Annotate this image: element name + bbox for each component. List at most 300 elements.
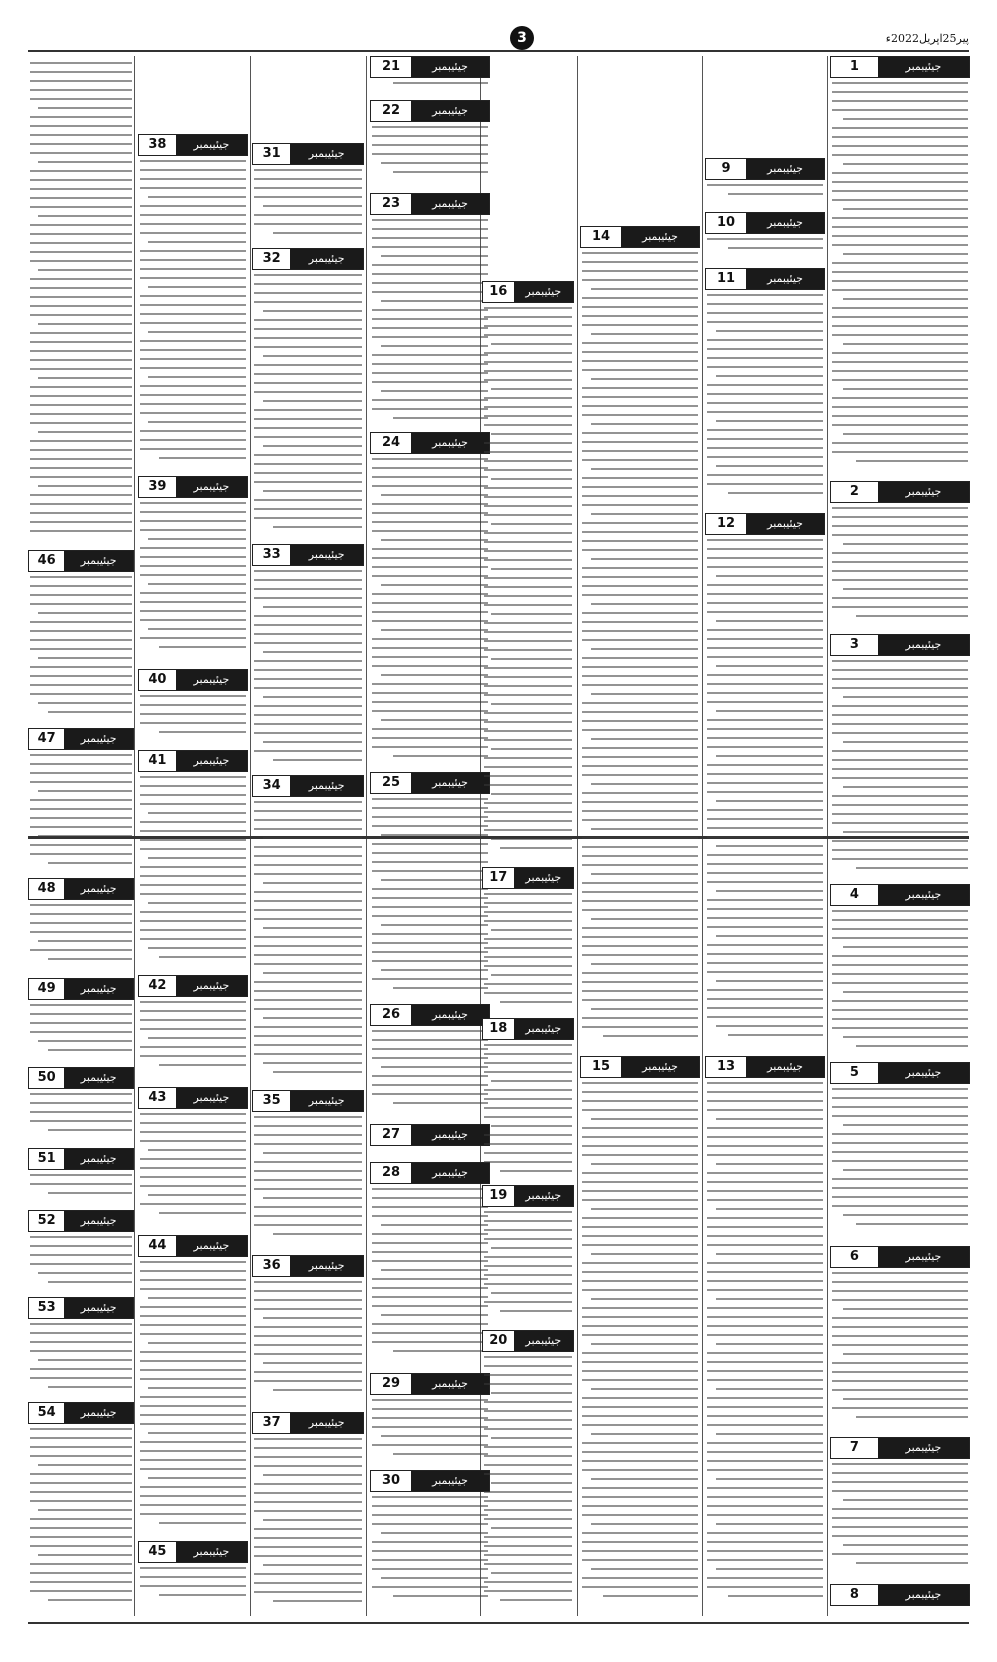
text-line	[254, 615, 362, 617]
text-line	[582, 702, 698, 704]
item-number: 51	[29, 1149, 64, 1169]
text-line	[254, 579, 362, 581]
text-line	[254, 660, 362, 662]
text-line	[393, 171, 488, 173]
text-line	[140, 160, 246, 162]
text-line	[263, 1017, 362, 1019]
text-line	[30, 260, 132, 262]
text-line	[254, 1143, 362, 1145]
text-line	[843, 343, 968, 345]
text-line	[254, 873, 362, 875]
text-line	[140, 920, 246, 922]
text-line	[716, 1163, 823, 1165]
text-line	[832, 91, 968, 93]
text-line	[832, 928, 968, 930]
text-line	[832, 1115, 968, 1117]
text-line	[254, 963, 362, 965]
text-line	[484, 739, 572, 741]
text-line	[254, 508, 362, 510]
text-line	[30, 1350, 132, 1352]
text-line	[30, 1120, 132, 1122]
item-label: جیئیبمبر	[176, 976, 247, 996]
text-line	[273, 232, 362, 234]
text-line	[140, 349, 246, 351]
item-number: 10	[706, 213, 746, 233]
text-line	[707, 1505, 823, 1507]
item-label: جیئیبمبر	[878, 57, 969, 77]
text-line	[254, 642, 362, 644]
text-line	[372, 1057, 488, 1059]
item-label: جیئیبمبر	[290, 1413, 363, 1433]
text-line	[484, 460, 572, 462]
text-line	[48, 1192, 132, 1194]
text-line	[591, 1478, 698, 1480]
item-number: 2	[831, 482, 878, 502]
text-line	[372, 870, 488, 872]
text-line	[500, 1170, 572, 1172]
text-line	[832, 669, 968, 671]
text-line	[582, 1026, 698, 1028]
text-line	[254, 178, 362, 180]
text-line	[38, 323, 132, 325]
text-line	[381, 345, 488, 347]
text-line	[832, 1018, 968, 1020]
text-line	[372, 710, 488, 712]
text-line	[707, 827, 823, 829]
text-line	[372, 1323, 488, 1325]
text-line	[372, 638, 488, 640]
text-line	[707, 629, 823, 631]
text-line	[30, 1004, 132, 1006]
text-line	[832, 910, 968, 912]
text-line	[30, 1581, 132, 1583]
header-date: پیر25اپریل2022ء	[885, 32, 969, 45]
text-line	[48, 1281, 132, 1283]
text-line	[582, 495, 698, 497]
text-line	[832, 1553, 968, 1555]
text-line	[843, 946, 968, 948]
text-line	[843, 1499, 968, 1501]
text-line	[707, 1307, 823, 1309]
text-line	[484, 1211, 572, 1213]
text-line	[140, 1203, 246, 1205]
item-body-text	[370, 1150, 490, 1156]
text-line	[707, 1217, 823, 1219]
text-line	[148, 628, 246, 630]
text-line	[591, 918, 698, 920]
text-line	[832, 1371, 968, 1373]
text-line	[591, 648, 698, 650]
text-line	[372, 1426, 488, 1428]
text-line	[254, 1501, 362, 1503]
news-item	[28, 878, 134, 972]
text-line	[484, 1301, 572, 1303]
text-line	[30, 594, 132, 596]
item-body-text	[482, 893, 574, 1012]
text-line	[393, 82, 488, 84]
text-line	[140, 322, 246, 324]
text-line	[48, 711, 132, 713]
text-line	[484, 1283, 572, 1285]
text-line	[30, 630, 132, 632]
text-line	[484, 902, 572, 904]
text-line	[372, 746, 488, 748]
text-line	[140, 565, 246, 567]
text-line	[254, 846, 362, 848]
text-line	[140, 1140, 246, 1142]
text-line	[30, 1527, 132, 1529]
text-line	[832, 1160, 968, 1162]
text-line	[263, 927, 362, 929]
text-line	[372, 656, 488, 658]
text-line	[707, 674, 823, 676]
text-line	[48, 1386, 132, 1388]
text-line	[707, 557, 823, 559]
text-line	[30, 440, 132, 442]
text-line	[582, 630, 698, 632]
text-line	[484, 559, 572, 561]
item-label: جیئیبمبر	[64, 551, 133, 571]
text-line	[254, 1008, 362, 1010]
text-line	[728, 1034, 823, 1036]
text-line	[491, 1482, 572, 1484]
text-line	[254, 1573, 362, 1575]
text-line	[254, 1290, 362, 1292]
text-line	[273, 759, 362, 761]
text-line	[716, 980, 823, 982]
text-line	[372, 228, 488, 230]
item-number: 21	[371, 57, 411, 77]
text-line	[843, 741, 968, 743]
text-line	[140, 448, 246, 450]
text-line	[500, 1310, 572, 1312]
text-line	[591, 1568, 698, 1570]
item-heading	[138, 1541, 248, 1563]
item-body-text	[370, 82, 490, 94]
text-line	[254, 714, 362, 716]
text-line	[582, 531, 698, 533]
text-line	[30, 98, 132, 100]
text-line	[843, 991, 968, 993]
item-heading	[830, 56, 970, 78]
text-line	[372, 942, 488, 944]
text-line	[254, 1224, 362, 1226]
text-line	[484, 334, 572, 336]
text-line	[716, 1118, 823, 1120]
text-line	[484, 983, 572, 985]
news-item	[252, 544, 364, 769]
text-line	[843, 588, 968, 590]
text-line	[707, 1370, 823, 1372]
text-line	[582, 342, 698, 344]
text-line	[582, 1199, 698, 1201]
text-line	[707, 294, 823, 296]
text-line	[832, 840, 968, 842]
news-item	[370, 1162, 490, 1367]
text-line	[603, 1595, 698, 1597]
text-line	[582, 1316, 698, 1318]
text-line	[30, 386, 132, 388]
text-line	[832, 570, 968, 572]
text-line	[140, 187, 246, 189]
text-line	[591, 693, 698, 695]
text-line	[591, 828, 698, 830]
text-line	[856, 460, 968, 462]
text-line	[254, 855, 362, 857]
text-line	[263, 400, 362, 402]
text-line	[484, 811, 572, 813]
text-line	[372, 1215, 488, 1217]
text-line	[148, 376, 246, 378]
text-line	[30, 422, 132, 424]
text-line	[707, 926, 823, 928]
text-line	[140, 1306, 246, 1308]
text-line	[372, 1084, 488, 1086]
text-line	[832, 280, 968, 282]
text-line	[372, 458, 488, 460]
text-line	[30, 512, 132, 514]
text-line	[30, 80, 132, 82]
item-number: 15	[581, 1057, 621, 1077]
text-line	[832, 534, 968, 536]
text-line	[38, 657, 132, 659]
item-label: جیئیبمبر	[514, 868, 573, 888]
text-line	[707, 1586, 823, 1588]
text-line	[582, 675, 698, 677]
text-line	[484, 1554, 572, 1556]
text-line	[707, 1532, 823, 1534]
text-line	[832, 1463, 968, 1465]
item-heading	[252, 143, 364, 165]
item-label: جیئیبمبر	[64, 879, 133, 899]
news-item	[252, 1412, 364, 1610]
text-line	[707, 953, 823, 955]
text-line	[484, 965, 572, 967]
text-line	[582, 432, 698, 434]
text-line	[582, 819, 698, 821]
text-line	[393, 1350, 488, 1352]
text-line	[30, 341, 132, 343]
text-line	[140, 520, 246, 522]
item-heading	[370, 1373, 490, 1395]
text-line	[263, 1317, 362, 1319]
text-line	[372, 381, 488, 383]
text-line	[263, 1519, 362, 1521]
text-line	[372, 1417, 488, 1419]
text-line	[582, 1181, 698, 1183]
item-heading	[482, 867, 574, 889]
text-line	[372, 1505, 488, 1507]
item-label: جیئیبمبر	[411, 101, 489, 121]
text-line	[140, 1333, 246, 1335]
text-line	[832, 379, 968, 381]
text-line	[30, 89, 132, 91]
text-line	[263, 1062, 362, 1064]
text-line	[140, 929, 246, 931]
text-line	[159, 646, 246, 648]
text-line	[140, 1176, 246, 1178]
text-line	[832, 172, 968, 174]
text-line	[832, 507, 968, 509]
item-number: 3	[831, 635, 878, 655]
text-line	[591, 1298, 698, 1300]
text-line	[372, 692, 488, 694]
text-line	[832, 919, 968, 921]
text-line	[263, 355, 362, 357]
text-line	[843, 163, 968, 165]
item-number: 49	[29, 979, 64, 999]
text-line	[707, 1334, 823, 1336]
text-line	[707, 483, 823, 485]
text-line	[582, 1100, 698, 1102]
item-label: جیئیبمبر	[290, 144, 363, 164]
text-line	[140, 547, 246, 549]
text-line	[30, 332, 132, 334]
text-line	[254, 517, 362, 519]
text-line	[491, 613, 572, 615]
text-line	[30, 350, 132, 352]
text-line	[832, 397, 968, 399]
text-line	[707, 1082, 823, 1084]
text-line	[707, 1172, 823, 1174]
text-line	[484, 1053, 572, 1055]
text-line	[832, 199, 968, 201]
text-line	[707, 402, 823, 404]
text-line	[30, 844, 132, 846]
text-line	[372, 843, 488, 845]
text-line	[707, 1136, 823, 1138]
news-item	[830, 1246, 970, 1431]
text-line	[140, 695, 246, 697]
text-line	[582, 1190, 698, 1192]
text-line	[38, 1040, 132, 1042]
text-line	[484, 352, 572, 354]
text-line	[582, 1577, 698, 1579]
text-line	[30, 170, 132, 172]
text-line	[707, 1100, 823, 1102]
text-line	[582, 1532, 698, 1534]
text-line	[254, 954, 362, 956]
text-line	[707, 411, 823, 413]
item-number: 35	[253, 1091, 290, 1111]
text-line	[148, 1037, 246, 1039]
item-heading	[482, 1018, 574, 1040]
text-line	[582, 1514, 698, 1516]
text-line	[30, 467, 132, 469]
text-line	[372, 476, 488, 478]
text-line	[832, 768, 968, 770]
item-number: 27	[371, 1125, 411, 1145]
text-line	[372, 246, 488, 248]
text-line	[140, 358, 246, 360]
text-line	[372, 575, 488, 577]
text-line	[372, 807, 488, 809]
text-line	[254, 1353, 362, 1355]
item-body-text	[830, 660, 970, 878]
text-line	[491, 433, 572, 435]
text-line	[582, 459, 698, 461]
text-line	[832, 316, 968, 318]
text-line	[254, 169, 362, 171]
text-line	[484, 1107, 572, 1109]
item-label: جیئیبمبر	[411, 1125, 489, 1145]
text-line	[30, 922, 132, 924]
text-line	[140, 367, 246, 369]
item-number: 39	[139, 477, 176, 497]
item-body-text	[482, 307, 574, 861]
text-line	[582, 1559, 698, 1561]
text-line	[372, 153, 488, 155]
item-body-text	[28, 754, 134, 872]
text-line	[707, 863, 823, 865]
text-line	[48, 958, 132, 960]
text-line	[707, 719, 823, 721]
item-body-text	[138, 1001, 248, 1081]
item-number: 13	[706, 1057, 746, 1077]
text-line	[140, 1122, 246, 1124]
text-line	[832, 1380, 968, 1382]
text-line	[843, 1353, 968, 1355]
item-number: 26	[371, 1005, 411, 1025]
item-label: جیئیبمبر	[514, 1186, 573, 1206]
text-line	[707, 357, 823, 359]
text-line	[716, 1478, 823, 1480]
news-item	[252, 775, 364, 1084]
text-line	[832, 334, 968, 336]
text-line	[372, 897, 488, 899]
item-label: جیئیبمبر	[746, 159, 824, 179]
item-label: جیئیبمبر	[290, 776, 363, 796]
text-line	[381, 924, 488, 926]
text-line	[832, 451, 968, 453]
text-line	[707, 728, 823, 730]
text-line	[254, 1465, 362, 1467]
text-line	[582, 891, 698, 893]
text-line	[484, 920, 572, 922]
text-line	[140, 848, 246, 850]
text-line	[30, 1446, 132, 1448]
text-line	[491, 1437, 572, 1439]
text-line	[484, 649, 572, 651]
text-line	[484, 1274, 572, 1276]
text-line	[140, 1369, 246, 1371]
item-label: جیئیبمبر	[290, 1091, 363, 1111]
item-heading	[370, 432, 490, 454]
text-line	[832, 714, 968, 716]
text-line	[582, 1397, 698, 1399]
header-rule	[28, 50, 969, 52]
text-line	[582, 927, 698, 929]
text-line	[484, 1464, 572, 1466]
text-line	[140, 313, 246, 315]
text-line	[140, 1046, 246, 1048]
text-line	[372, 933, 488, 935]
text-line	[843, 543, 968, 545]
text-line	[832, 937, 968, 939]
text-line	[582, 540, 698, 542]
item-heading	[705, 513, 825, 535]
text-line	[832, 1490, 968, 1492]
text-line	[484, 631, 572, 633]
text-line	[140, 1504, 246, 1506]
text-line	[381, 390, 488, 392]
text-line	[48, 1129, 132, 1131]
text-line	[372, 372, 488, 374]
text-line	[372, 1408, 488, 1410]
text-line	[582, 747, 698, 749]
text-line	[254, 918, 362, 920]
text-line	[140, 785, 246, 787]
